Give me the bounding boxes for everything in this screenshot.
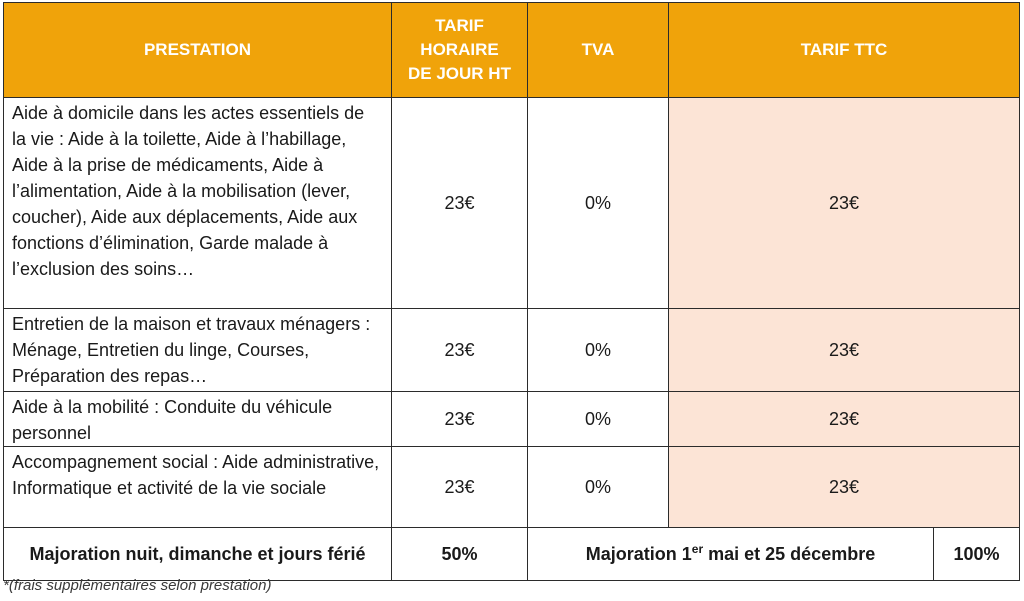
header-tarif-ht-line2: HORAIRE (420, 40, 499, 59)
table-row (4, 447, 1020, 528)
prestation-cell: Aide à la mobilité : Conduite du véhicule personnel (4, 392, 392, 447)
tarifs-table (3, 2, 1020, 581)
majoration-mai-sup: er (691, 542, 704, 556)
footnote: *(frais supplémentaires selon prestation) (3, 577, 272, 594)
tva-cell: 0% (528, 392, 669, 447)
tarif-ht-cell: 23€ (392, 309, 528, 392)
table-row (4, 98, 1020, 309)
prestation-cell: Aide à domicile dans les actes essentiels de la vie : Aide à la toilette, Aide à l’habillage, Aide à la prise de médicaments, Aide à l’alimentation, Aide à la mobilisation (lever, coucher), Aide aux déplacements, Aide aux fonctions d’élimination, Garde malade à l’exclusion des soins… (4, 98, 392, 309)
tarif-ht-cell: 23€ (392, 98, 528, 309)
tarif-ttc-cell: 23€ (669, 309, 1020, 392)
tva-cell: 0% (528, 447, 669, 528)
tva-cell: 0% (528, 98, 669, 309)
header-tarif-ht-line3: DE JOUR HT (408, 64, 511, 83)
tva-cell: 0% (528, 309, 669, 392)
table-row (4, 309, 1020, 392)
majoration-nuit-value: 50% (392, 528, 528, 581)
tarif-ttc-cell: 23€ (669, 98, 1020, 309)
header-tarif-ttc: TARIF TTC (669, 3, 1020, 98)
table-row (4, 392, 1020, 447)
majoration-mai-prefix: Majoration 1 (585, 544, 692, 564)
majoration-nuit-label: Majoration nuit, dimanche et jours férié (4, 528, 392, 581)
header-tarif-ht (392, 3, 528, 98)
majoration-mai-label (528, 528, 934, 581)
majoration-mai-value: 100% (934, 528, 1020, 581)
majoration-mai-suffix: mai et 25 décembre (703, 544, 876, 564)
majoration-row (4, 528, 1020, 581)
prestation-cell: Entretien de la maison et travaux ménagers : Ménage, Entretien du linge, Courses, Préparation des repas… (4, 309, 392, 392)
tarif-ht-cell: 23€ (392, 392, 528, 447)
table-header-row (4, 3, 1020, 98)
tarif-ttc-cell: 23€ (669, 447, 1020, 528)
header-tva: TVA (528, 3, 669, 98)
header-tarif-ht-line1: TARIF (435, 16, 484, 35)
header-prestation: PRESTATION (4, 3, 392, 98)
tarif-ht-cell: 23€ (392, 447, 528, 528)
prestation-cell: Accompagnement social : Aide administrative, Informatique et activité de la vie sociale (4, 447, 392, 528)
tarif-ttc-cell: 23€ (669, 392, 1020, 447)
